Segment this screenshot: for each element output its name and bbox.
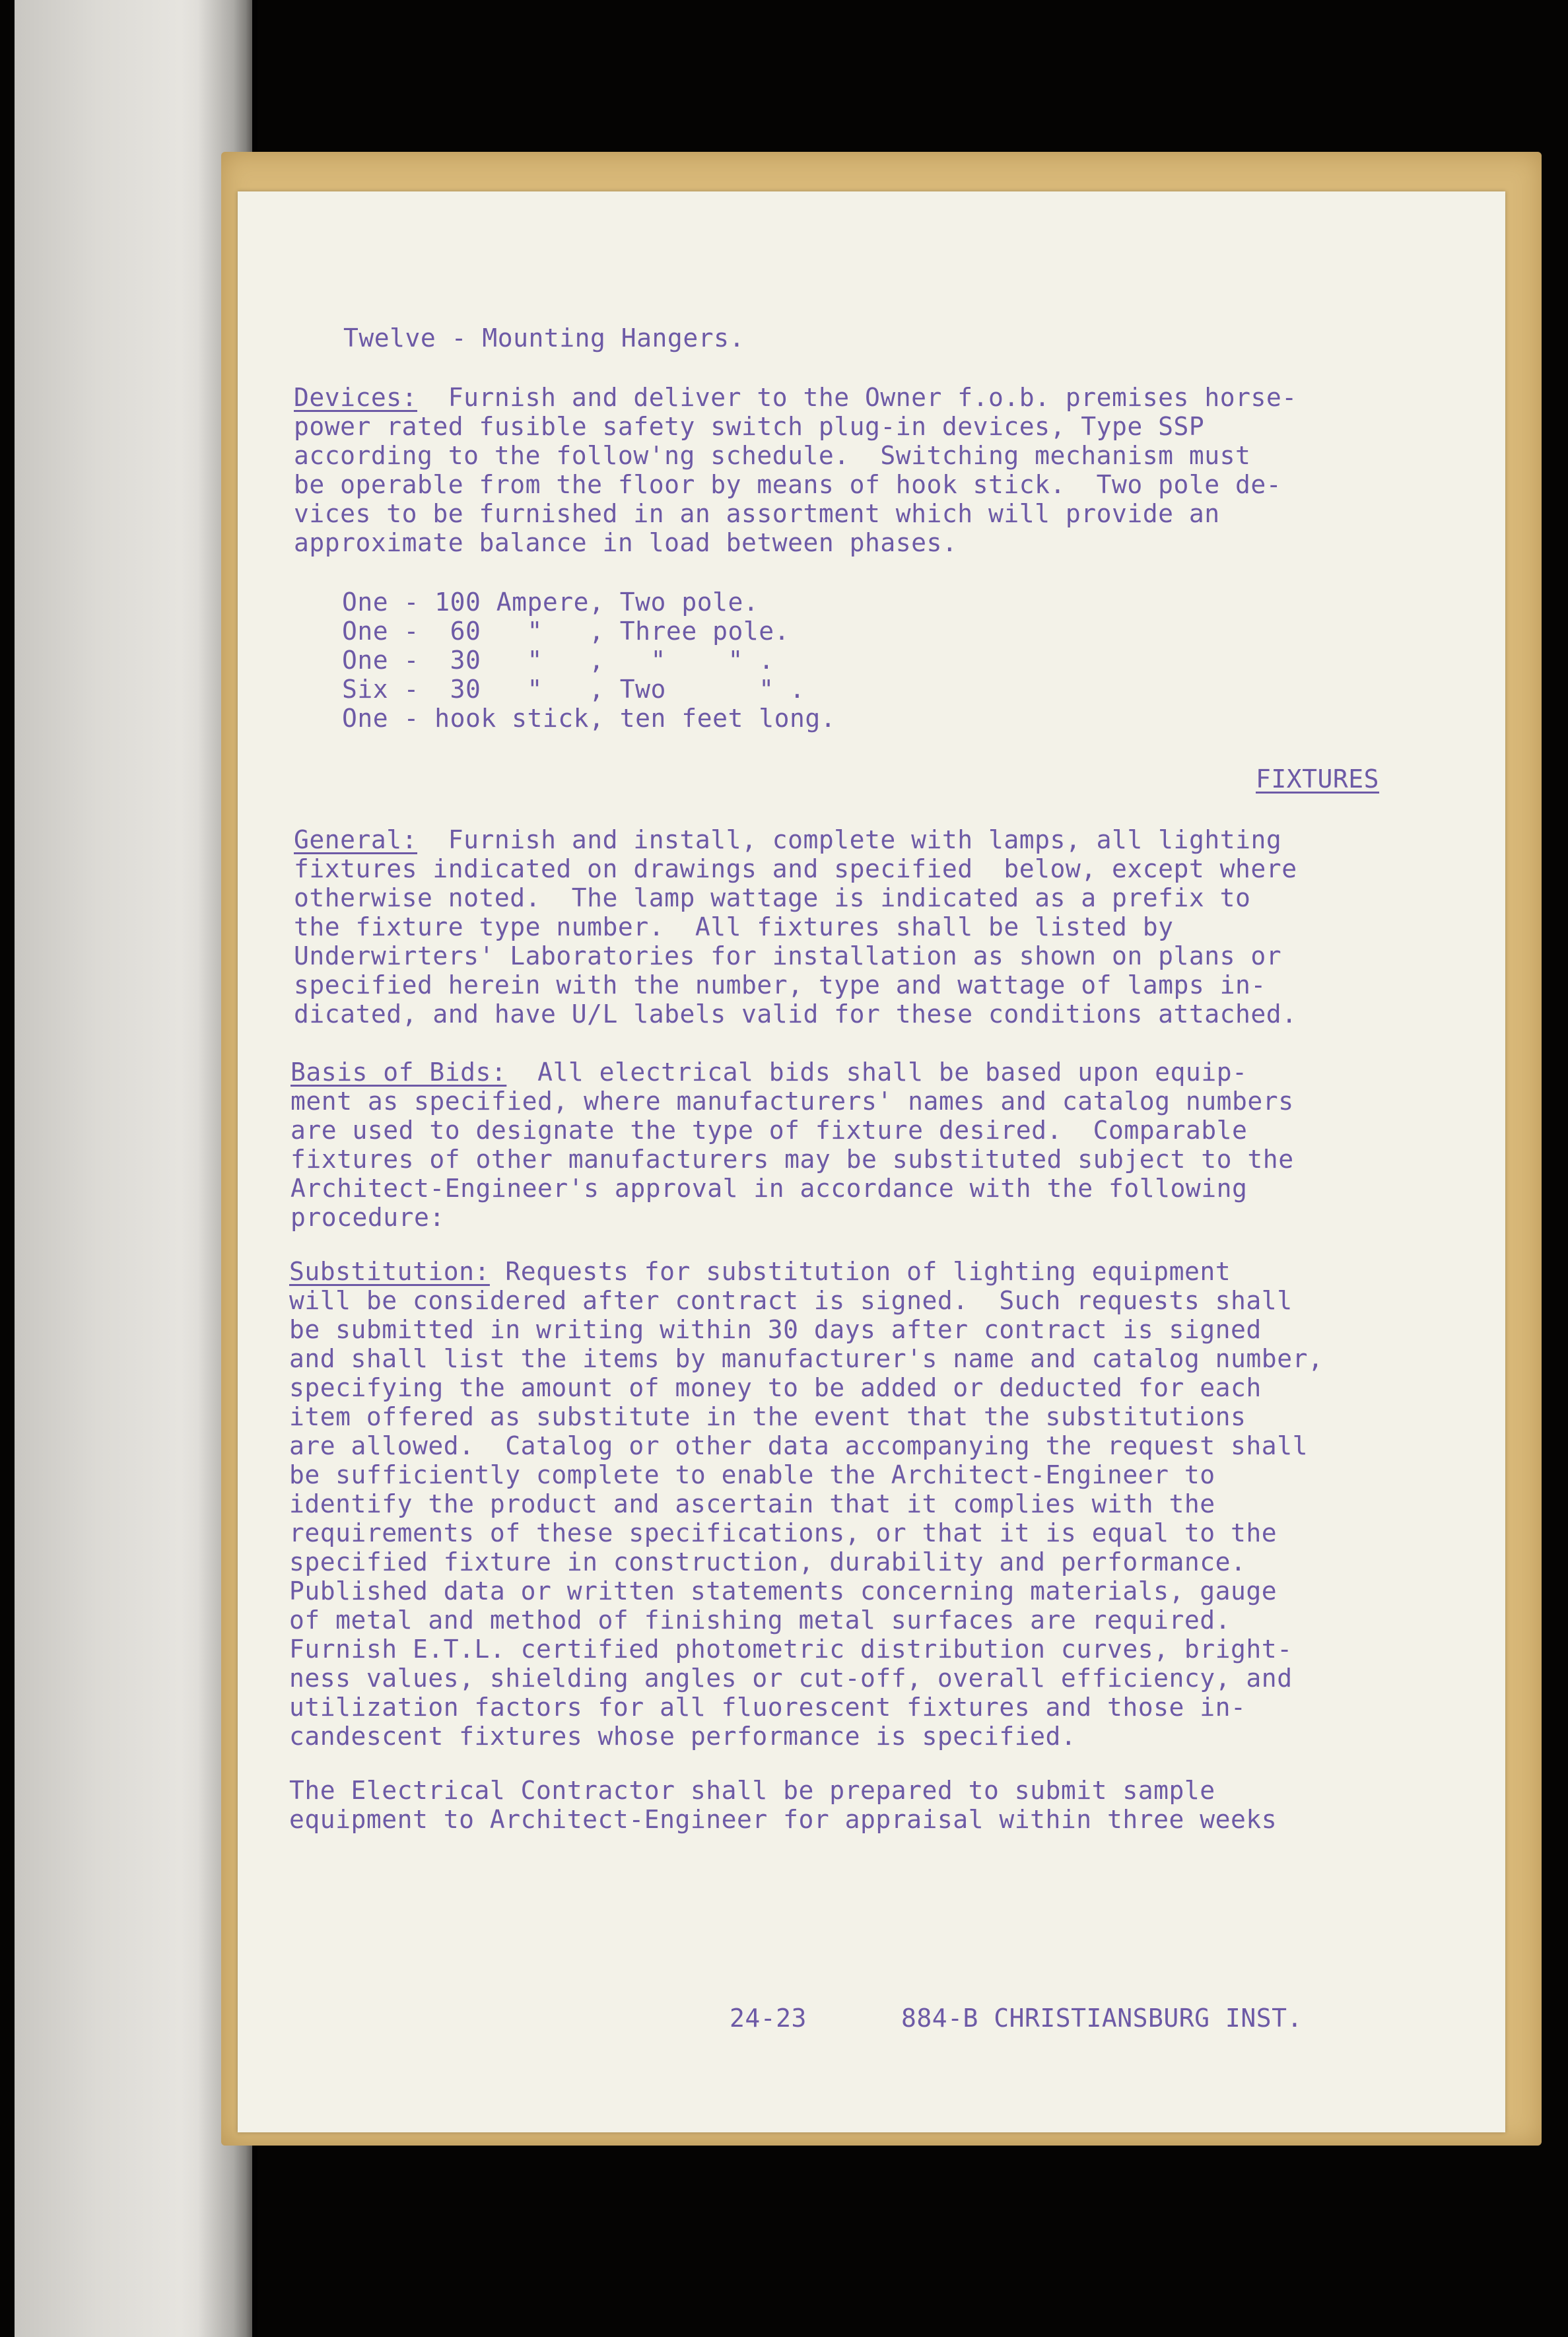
- general-paragraph-line: specified herein with the number, type and wattage of lamps in-: [294, 970, 1266, 999]
- schedule-item: One - 30 " , " " .: [342, 646, 774, 675]
- substitution-paragraph-line: are allowed. Catalog or other data accompanying the request shall: [289, 1431, 1308, 1460]
- devices-paragraph-line: power rated fusible safety switch plug-in devices, Type SSP: [294, 412, 1205, 441]
- substitution-paragraph-line: and shall list the items by manufacturer's name and catalog number,: [289, 1344, 1324, 1373]
- devices-paragraph-line: approximate balance in load between phases.: [294, 528, 958, 557]
- devices-paragraph-line-1: Devices: Furnish and deliver to the Owner f.o.b. premises horse-: [294, 383, 1297, 412]
- heading-line: Twelve - Mounting Hangers.: [343, 323, 745, 353]
- general-paragraph-line: fixtures indicated on drawings and specified below, except where: [294, 854, 1297, 883]
- closing-paragraph-line: The Electrical Contractor shall be prepared to submit sample: [289, 1776, 1215, 1805]
- section-title: FIXTURES: [1256, 764, 1380, 794]
- devices-paragraph-line: vices to be furnished in an assortment which will provide an: [294, 499, 1220, 528]
- basis-paragraph-line: are used to designate the type of fixture desired. Comparable: [290, 1116, 1248, 1145]
- page-text: [238, 191, 1505, 2132]
- substitution-paragraph-line: Published data or written statements concerning materials, gauge: [289, 1576, 1278, 1606]
- basis-paragraph-line: procedure:: [290, 1203, 445, 1232]
- schedule-item: One - hook stick, ten feet long.: [342, 704, 836, 733]
- substitution-paragraph-line: item offered as substitute in the event that the substitutions: [289, 1402, 1246, 1431]
- typed-page: [238, 191, 1505, 2132]
- basis-paragraph-line: fixtures of other manufacturers may be substituted subject to the: [290, 1145, 1294, 1174]
- substitution-paragraph-line: of metal and method of finishing metal surfaces are required.: [289, 1606, 1231, 1635]
- schedule-item: One - 100 Ampere, Two pole.: [342, 588, 759, 617]
- substitution-paragraph-line: be sufficiently complete to enable the Architect-Engineer to: [289, 1460, 1215, 1489]
- devices-paragraph-line: according to the follow'ng schedule. Switching mechanism must: [294, 441, 1251, 470]
- general-paragraph-line: Underwirters' Laboratories for installation as shown on plans or: [294, 941, 1282, 970]
- substitution-paragraph-line: requirements of these specifications, or that it is equal to the: [289, 1518, 1278, 1547]
- substitution-paragraph-line: utilization factors for all fluorescent fixtures and those in-: [289, 1693, 1246, 1722]
- footer-project: 884-B CHRISTIANSBURG INST.: [901, 2004, 1303, 2033]
- substitution-paragraph-line: candescent fixtures whose performance is specified.: [289, 1722, 1077, 1751]
- substitution-paragraph-line: specifying the amount of money to be added or deducted for each: [289, 1373, 1262, 1402]
- devices-paragraph-line: be operable from the floor by means of hook stick. Two pole de-: [294, 470, 1282, 499]
- basis-paragraph-line-1: Basis of Bids: All electrical bids shall be based upon equip-: [290, 1058, 1248, 1087]
- substitution-paragraph-line: ness values, shielding angles or cut-off, overall efficiency, and: [289, 1664, 1293, 1693]
- closing-paragraph-line: equipment to Architect-Engineer for appraisal within three weeks: [289, 1805, 1278, 1834]
- substitution-paragraph-line: specified fixture in construction, durability and performance.: [289, 1547, 1246, 1576]
- general-paragraph-line-1: General: Furnish and install, complete with lamps, all lighting: [294, 825, 1282, 854]
- schedule-item: One - 60 " , Three pole.: [342, 617, 790, 646]
- substitution-paragraph-line-1: Substitution: Requests for substitution of lighting equipment: [289, 1257, 1231, 1286]
- general-paragraph-line: the fixture type number. All fixtures shall be listed by: [294, 912, 1174, 941]
- basis-label: Basis of Bids:: [290, 1058, 507, 1087]
- devices-label: Devices:: [294, 383, 418, 412]
- schedule-item: Six - 30 " , Two " .: [342, 675, 805, 704]
- general-paragraph-line: dicated, and have U/L labels valid for these conditions attached.: [294, 999, 1297, 1029]
- basis-paragraph-line: ment as specified, where manufacturers' names and catalog numbers: [290, 1087, 1294, 1116]
- substitution-paragraph-line: be submitted in writing within 30 days after contract is signed: [289, 1315, 1262, 1344]
- substitution-paragraph-line: identify the product and ascertain that it complies with the: [289, 1489, 1215, 1518]
- substitution-paragraph-line: will be considered after contract is signed. Such requests shall: [289, 1286, 1293, 1315]
- basis-paragraph-line: Architect-Engineer's approval in accordance with the following: [290, 1174, 1248, 1203]
- footer-page-number: 24-23: [730, 2004, 807, 2033]
- substitution-paragraph-line: Furnish E.T.L. certified photometric distribution curves, bright-: [289, 1635, 1293, 1664]
- substitution-label: Substitution:: [289, 1257, 490, 1286]
- general-paragraph-line: otherwise noted. The lamp wattage is indicated as a prefix to: [294, 883, 1251, 912]
- general-label: General:: [294, 825, 418, 854]
